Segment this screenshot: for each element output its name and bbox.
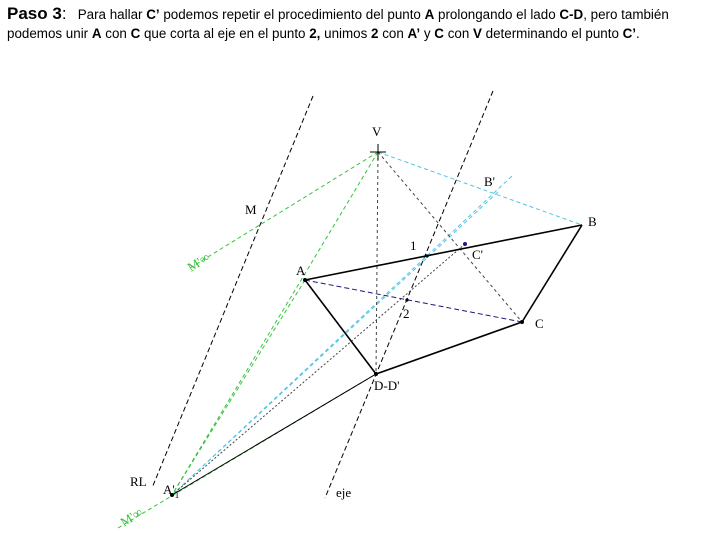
point-a-marker [303,278,307,282]
label-d-d-prime: D-D' [374,378,400,393]
eje-line [325,91,496,498]
step-title: Paso 3: [7,4,67,23]
label-b-prime: B' [484,174,496,189]
gray-line-v-d [376,152,378,374]
point-d-marker [374,372,378,376]
cyan-line-a1-b1 [172,176,512,495]
label-a-prime-1: $A'_1$ [163,482,180,500]
point-1-marker [425,254,428,257]
label-m-inf-bottom: M'∞ [117,504,146,530]
segment-c-d [376,322,522,374]
label-2: 2 [403,306,410,321]
segment-a1-d [172,374,376,495]
segment-a-b [305,225,582,280]
instruction-text: Paso 3: Para hallar C’ podemos repetir el procedimiento del punto A prolongando el lado C-D, pero también podemos unir A con C que corta al eje en el punto 2, unimos 2 con A’ y C con V determinando el punto C’. [7,4,669,41]
label-c-prime: C' [472,247,484,262]
label-a: A [296,263,306,278]
label-b: B [588,214,597,229]
green-line-a-a1 [172,280,305,495]
navy-line-a-c [305,280,522,322]
label-rl: RL [130,474,147,489]
segment-b-c [522,225,582,322]
cyan-line-v-b [378,152,582,225]
point-c-marker [520,320,524,324]
label-c: C [535,316,544,331]
rl-line [152,96,313,488]
label-m-inf-top: M'∞ [184,249,213,275]
green-line-top [190,152,378,268]
point-v-marker [370,144,386,160]
gray-line-a1-2 [172,244,465,495]
cyan-line-a1-c [172,190,500,495]
green-line-v-a1 [172,152,378,495]
point-2-marker [405,298,408,301]
point-c-prime-marker [463,242,467,246]
label-m: M [245,202,257,217]
label-eje: eje [336,485,352,500]
label-v: V [372,124,382,139]
label-1: 1 [410,238,417,253]
